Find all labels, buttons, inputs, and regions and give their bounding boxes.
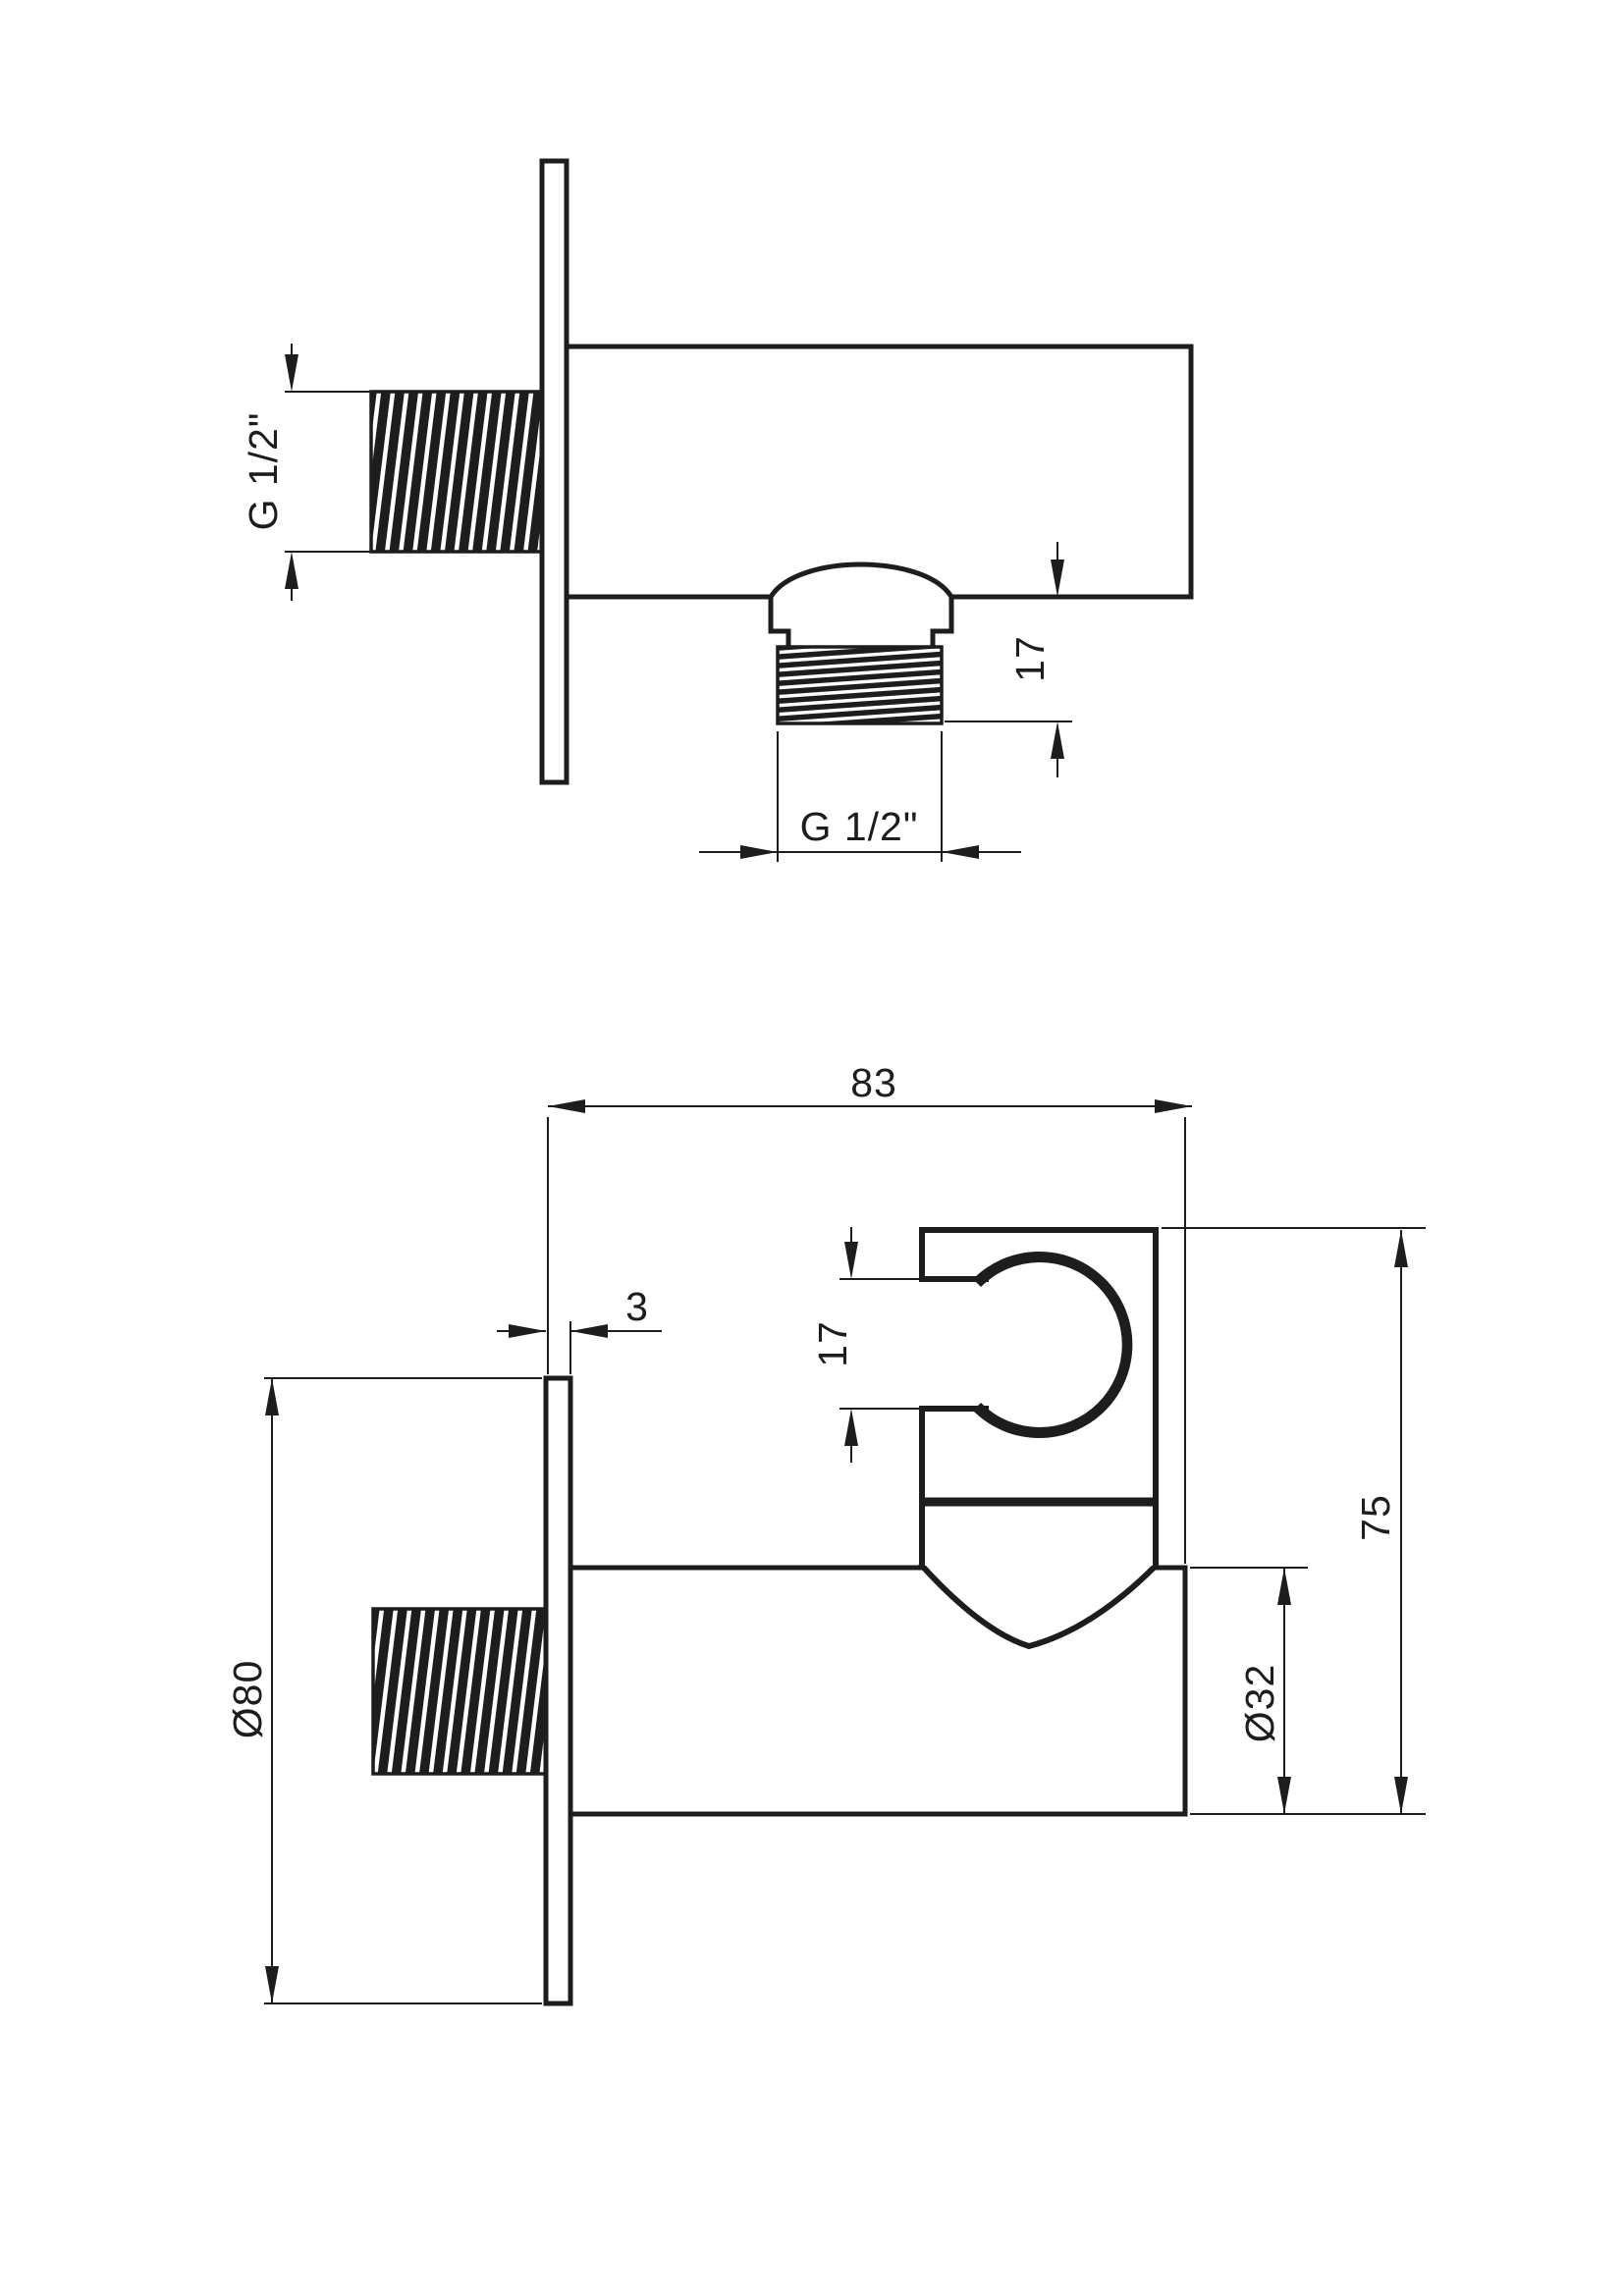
bottom-view (225, 1060, 1426, 2003)
arrowhead-down-icon (1277, 1777, 1291, 1814)
dim-extension-lines (285, 392, 371, 552)
valve-body-fill (570, 1568, 1185, 1814)
valve-body (567, 347, 1191, 597)
wall-plate (546, 1378, 570, 2003)
arrowhead-right-icon (509, 1324, 546, 1338)
valve-body (570, 1568, 1185, 1814)
dim-label-plate-diameter: Ø80 (225, 1659, 270, 1739)
arrowhead-left-icon (548, 1099, 585, 1113)
dim-inlet-thread (241, 344, 371, 601)
dim-label-outlet-thread: G 1/2" (799, 804, 919, 849)
dim-overall-height (1162, 1228, 1426, 1814)
holder-bracket (922, 1230, 1156, 1567)
arrowhead-up-icon (1051, 721, 1064, 759)
arrowhead-up-icon (844, 1409, 858, 1446)
arrowhead-down-icon (1394, 1777, 1408, 1814)
outlet-boss (771, 564, 951, 647)
dim-label-overall-depth: 83 (850, 1060, 897, 1105)
dim-label-body-diameter: Ø32 (1237, 1663, 1282, 1743)
arrowhead-left-icon (570, 1324, 608, 1338)
arrowhead-up-icon (1277, 1568, 1291, 1605)
dim-holder-slot (810, 1227, 920, 1463)
dim-body-diameter (1190, 1568, 1308, 1814)
outlet-neck (788, 631, 933, 647)
wall-plate (542, 161, 567, 782)
arrowhead-down-icon (285, 354, 298, 392)
dim-label-overall-height: 75 (1353, 1494, 1398, 1541)
top-view (241, 161, 1191, 862)
valve-body-fill (567, 347, 1191, 597)
outlet-thread (778, 647, 942, 723)
dim-outlet-thread (699, 731, 1021, 862)
arrowhead-up-icon (265, 1378, 279, 1415)
arrowhead-up-icon (285, 552, 298, 589)
dim-plate-thickness (497, 1284, 662, 1374)
dim-label-outlet-length: 17 (1007, 635, 1053, 682)
arrowhead-right-icon (740, 845, 778, 859)
inlet-thread (373, 1609, 546, 1774)
arrowhead-up-icon (1394, 1230, 1408, 1267)
dim-label-plate-thickness: 3 (625, 1284, 649, 1329)
dim-label-inlet-thread: G 1/2" (241, 411, 286, 531)
arrowhead-left-icon (942, 845, 979, 859)
arrowhead-down-icon (265, 1966, 279, 2003)
arrowhead-down-icon (844, 1242, 858, 1279)
inlet-thread (371, 392, 542, 552)
dim-label-holder-slot: 17 (810, 1320, 855, 1367)
arrowhead-right-icon (1155, 1099, 1192, 1113)
